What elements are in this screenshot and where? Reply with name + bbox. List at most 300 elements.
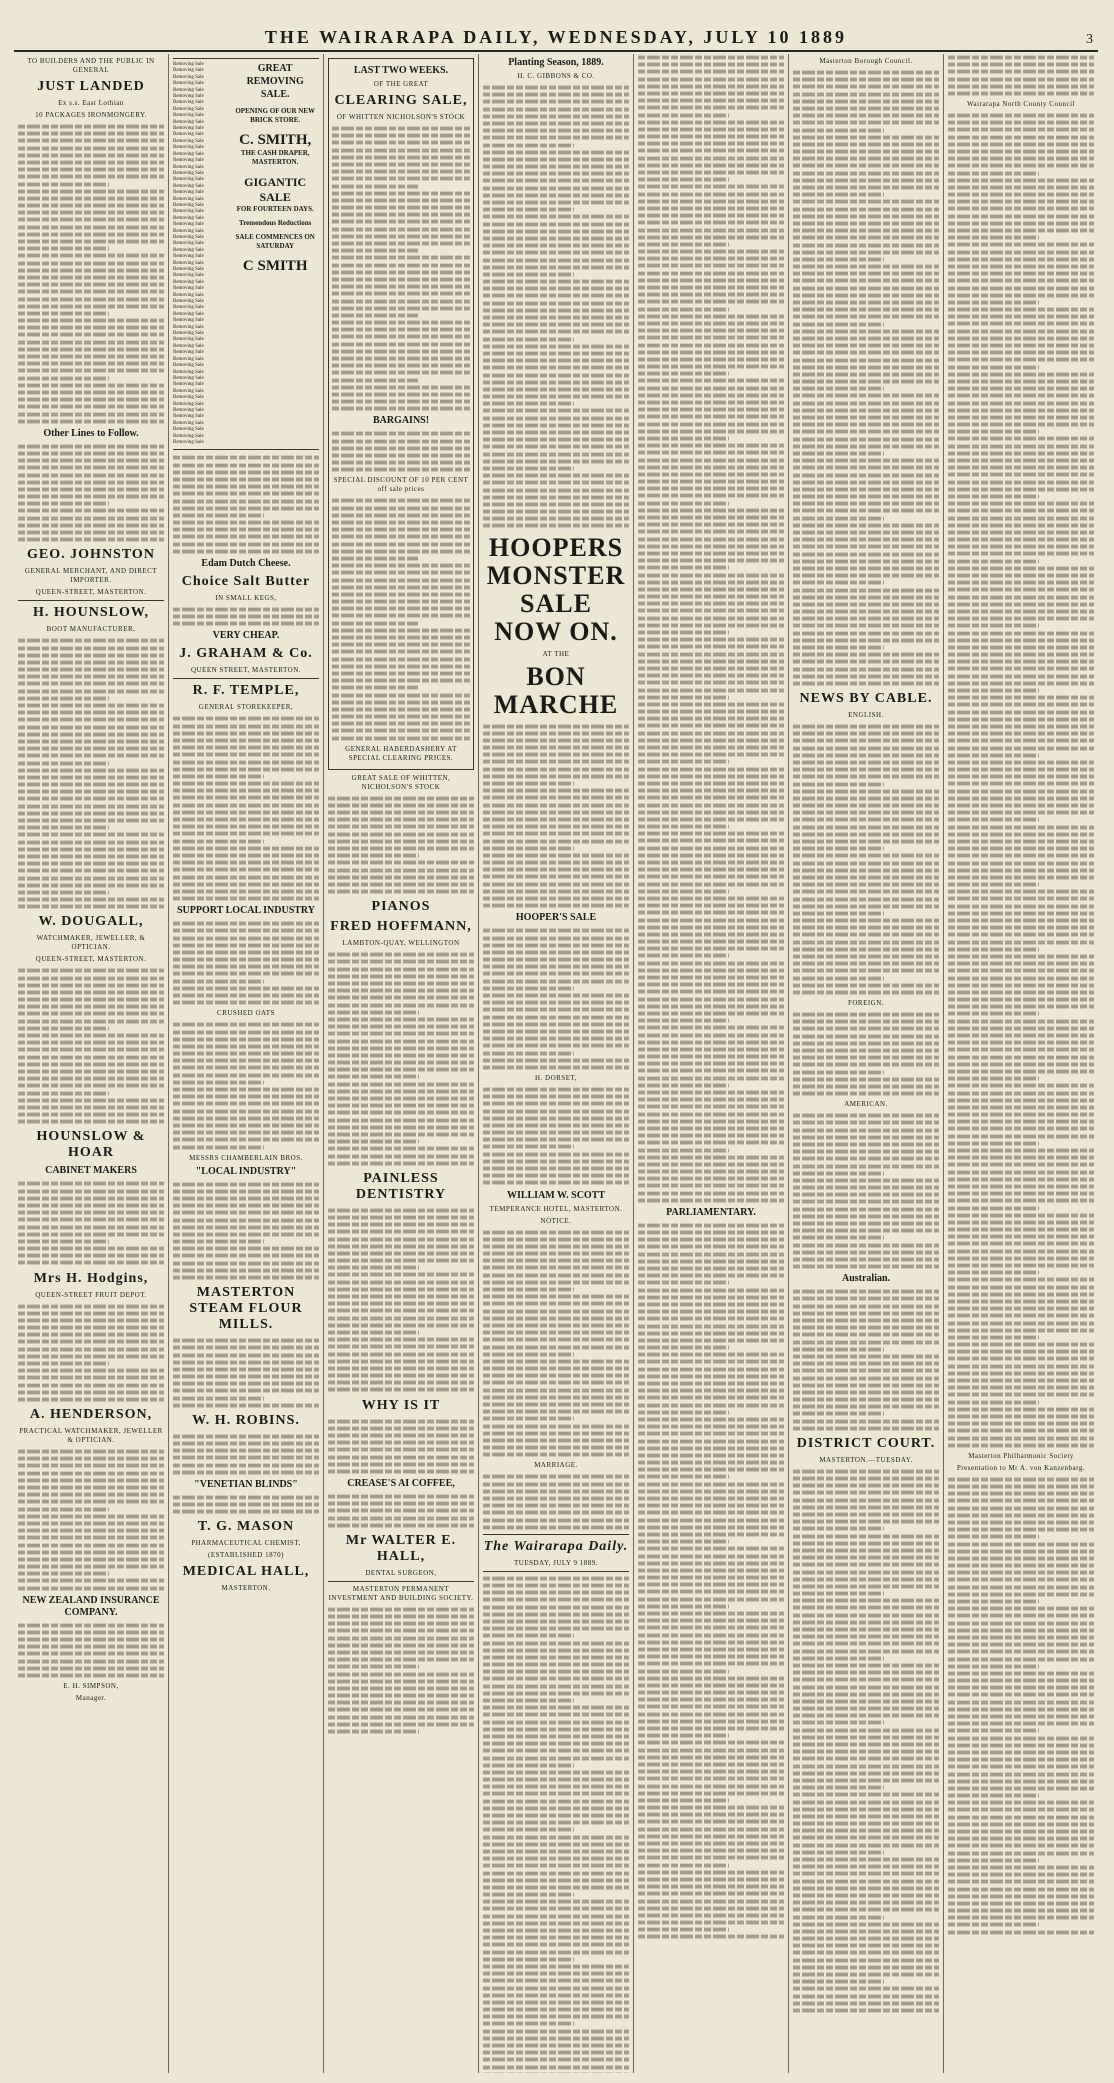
- price-list: [173, 1021, 319, 1150]
- text-line: [948, 1894, 1094, 1898]
- text-line: [18, 139, 164, 143]
- text-line: [332, 378, 418, 382]
- text-line: [793, 1786, 884, 1790]
- text-line: [332, 278, 470, 282]
- text-line: [948, 315, 1094, 319]
- text-line: [948, 121, 1094, 125]
- text-line: [638, 839, 784, 843]
- text-line: [793, 1426, 939, 1430]
- column-5: [634, 54, 789, 2073]
- text-line: [948, 1535, 1039, 1539]
- text-line: [18, 1120, 164, 1124]
- text-line: [18, 333, 164, 337]
- removing-sale-label: Removing Sale: [173, 420, 204, 426]
- scott: WILLIAM W. SCOTT: [506, 1189, 606, 1201]
- text-line: [173, 818, 319, 822]
- text-line: [948, 1170, 1094, 1174]
- text-line: [483, 122, 629, 126]
- text-line: [948, 171, 1039, 175]
- text-line: [638, 1533, 784, 1537]
- text-line: [483, 193, 629, 197]
- text-line: [18, 247, 109, 251]
- text-line: [328, 1302, 474, 1306]
- text-line: [18, 1019, 164, 1023]
- text-line: [793, 1707, 939, 1711]
- text-line: [793, 983, 939, 987]
- fred-hoffmann: FRED HOFFMANN,: [330, 919, 472, 935]
- text-line: [483, 2072, 629, 2073]
- removing-sale-label: Removing Sale: [173, 62, 204, 67]
- text-line: [638, 1040, 784, 1044]
- text-line: [328, 1502, 474, 1506]
- text-line: [173, 951, 319, 955]
- text-line: [948, 1256, 1094, 1260]
- text-line: [328, 1223, 474, 1227]
- at-the: AT THE: [542, 649, 570, 658]
- text-line: [948, 1328, 1094, 1332]
- text-line: [173, 1066, 319, 1070]
- text-line: [638, 1062, 784, 1066]
- text-line: [948, 1528, 1094, 1532]
- text-line: [483, 1252, 629, 1256]
- text-line: [948, 401, 1094, 405]
- text-line: [18, 1304, 164, 1308]
- text-line: [483, 796, 629, 800]
- text-line: [638, 142, 784, 146]
- text-line: [948, 1206, 1039, 1210]
- text-line: [328, 1216, 474, 1220]
- text-line: [948, 897, 1094, 901]
- text-line: [638, 1339, 784, 1343]
- text-line: [332, 191, 470, 195]
- last-two-weeks: LAST TWO WEEKS.: [353, 65, 449, 76]
- text-line: [173, 994, 319, 998]
- text-line: [483, 1929, 629, 1933]
- great-removing-sale: GREAT REMOVING SALE.: [246, 63, 304, 100]
- text-line: [948, 1228, 1094, 1232]
- text-line: [328, 1046, 474, 1050]
- text-line: [793, 416, 939, 420]
- text-line: [793, 322, 884, 326]
- text-line: [638, 1198, 784, 1202]
- text-line: [638, 968, 784, 972]
- text-line: [638, 817, 784, 821]
- text-line: [483, 1453, 629, 1457]
- text-line: [483, 760, 629, 764]
- text-line: [332, 513, 470, 517]
- text-line: [638, 1184, 784, 1188]
- text-line: [948, 545, 1094, 549]
- text-line: [793, 1635, 939, 1639]
- butter-kegs: IN SMALL KEGS,: [215, 593, 277, 602]
- text-line: [793, 150, 939, 154]
- text-line: [328, 1287, 474, 1291]
- text-line: [638, 990, 784, 994]
- text-line: [173, 897, 319, 901]
- text-line: [793, 1258, 939, 1262]
- text-line: [638, 458, 784, 462]
- text-line: [948, 487, 1094, 491]
- text-line: [483, 1749, 629, 1753]
- text-line: [18, 983, 164, 987]
- text-line: [948, 1084, 1094, 1088]
- text-line: [173, 943, 319, 947]
- text-line: [638, 875, 784, 879]
- text-line: [483, 1124, 629, 1128]
- text-line: [948, 1628, 1094, 1632]
- text-line: [328, 1003, 474, 1007]
- text-line: [948, 782, 1094, 786]
- text-line: [948, 1415, 1094, 1419]
- text-line: [173, 1059, 319, 1063]
- removing-sale-label: Removing Sale: [173, 119, 204, 125]
- text-line: [793, 1649, 939, 1653]
- temple: R. F. TEMPLE,: [192, 683, 300, 699]
- text-line: [793, 897, 939, 901]
- text-line: [793, 1793, 939, 1797]
- text-line: [483, 1475, 629, 1479]
- text-line: [18, 369, 164, 373]
- text-line: [793, 552, 939, 556]
- text-line: [793, 789, 939, 793]
- text-line: [793, 940, 939, 944]
- removing-sale-label: Removing Sale: [173, 138, 204, 144]
- text-line: [483, 965, 629, 969]
- text-line: [793, 1376, 939, 1380]
- text-line: [173, 753, 319, 757]
- text-line: [173, 1145, 264, 1149]
- text-line: [483, 882, 629, 886]
- text-line: [483, 1914, 629, 1918]
- text-line: [328, 796, 474, 800]
- text-line: [638, 185, 784, 189]
- text-line: [793, 1297, 939, 1301]
- text-line: [18, 419, 164, 423]
- bon-marche-text: [483, 723, 629, 910]
- text-line: [328, 1441, 474, 1445]
- text-line: [638, 1791, 784, 1795]
- text-line: [483, 459, 629, 463]
- news-by-cable: NEWS BY CABLE.: [799, 691, 933, 707]
- text-line: [793, 1858, 939, 1862]
- text-line: [793, 955, 939, 959]
- text-line: [483, 1756, 629, 1760]
- text-line: [173, 1138, 319, 1142]
- text-line: [483, 1835, 629, 1839]
- text-line: [793, 1164, 939, 1168]
- text-line: [793, 682, 939, 686]
- ad-hounslow-text: [18, 637, 164, 910]
- text-line: [638, 1105, 784, 1109]
- text-line: [173, 478, 319, 482]
- text-line: [18, 1261, 164, 1265]
- text-line: [638, 1576, 784, 1580]
- text-line: [793, 178, 939, 182]
- text-line: [948, 1887, 1094, 1891]
- text-line: [948, 214, 1094, 218]
- gibbons-text: [483, 84, 629, 530]
- text-line: [332, 585, 470, 589]
- text-line: [483, 1288, 574, 1292]
- parliamentary-text: [638, 1222, 784, 1941]
- text-line: [638, 1870, 784, 1874]
- text-line: [18, 1623, 164, 1627]
- text-line: [18, 319, 164, 323]
- text-line: [793, 947, 939, 951]
- text-line: [483, 352, 629, 356]
- text-line: [948, 1844, 1094, 1848]
- text-line: [483, 1446, 629, 1450]
- whitten-text: [328, 795, 474, 896]
- text-line: [18, 1091, 109, 1095]
- text-line: [328, 1388, 474, 1392]
- text-line: [332, 242, 470, 246]
- text-line: [483, 767, 629, 771]
- text-line: [173, 1189, 319, 1193]
- text-line: [332, 468, 470, 472]
- county-council: Wairarapa North County Council: [967, 100, 1075, 109]
- australian-heading: Australian.: [841, 1273, 891, 1285]
- text-line: [948, 1436, 1094, 1440]
- text-line: [332, 148, 470, 152]
- text-line: [483, 143, 574, 147]
- text-line: [638, 1842, 784, 1846]
- text-line: [483, 524, 629, 528]
- text-line: [18, 1254, 164, 1258]
- text-line: [793, 1865, 939, 1869]
- text-line: [793, 660, 939, 664]
- marriage: MARRIAGE.: [534, 1461, 578, 1470]
- text-line: [18, 204, 164, 208]
- text-line: [793, 1714, 939, 1718]
- text-line: [638, 415, 784, 419]
- district-court: DISTRICT COURT.: [796, 1435, 936, 1451]
- text-line: [948, 408, 1094, 412]
- text-line: [18, 531, 164, 535]
- crushed-oats: CRUSHED OATS: [217, 1009, 275, 1018]
- text-line: [483, 868, 629, 872]
- text-line: [483, 467, 574, 471]
- text-line: [638, 1684, 784, 1688]
- text-line: [948, 63, 1094, 67]
- county-council-text: [948, 112, 1094, 1449]
- text-line: [793, 545, 939, 549]
- presentation: Presentation to Mr A. von Kanzenbarg.: [956, 1463, 1086, 1472]
- text-line: [793, 782, 884, 786]
- text-line: [483, 1388, 629, 1392]
- text-line: [328, 847, 474, 851]
- text-line: [173, 825, 319, 829]
- text-line: [483, 1116, 629, 1120]
- text-line: [638, 372, 729, 376]
- text-line: [18, 1106, 164, 1110]
- text-line: [332, 700, 470, 704]
- text-line: [948, 667, 1094, 671]
- text-line: [948, 1321, 1094, 1325]
- text-line: [793, 1186, 939, 1190]
- removing-sale-label: Removing Sale: [173, 222, 204, 228]
- text-line: [638, 1662, 784, 1666]
- text-line: [18, 1326, 164, 1330]
- text-line: [173, 1261, 319, 1265]
- text-line: [18, 225, 164, 229]
- text-line: [483, 1359, 629, 1363]
- text-line: [793, 408, 939, 412]
- text-line: [173, 739, 319, 743]
- blinds-text: [173, 1494, 319, 1515]
- text-line: [483, 1102, 629, 1106]
- text-line: [948, 1578, 1094, 1582]
- text-line: [483, 1677, 629, 1681]
- text-line: [793, 538, 939, 542]
- text-line: [948, 1801, 1094, 1805]
- text-line: [173, 1088, 319, 1092]
- text-line: [328, 1701, 474, 1705]
- text-line: [793, 157, 939, 161]
- text-line: [328, 1316, 474, 1320]
- text-line: [793, 725, 939, 729]
- text-line: [948, 1643, 1094, 1647]
- text-line: [638, 1777, 784, 1781]
- text-line: [793, 1642, 939, 1646]
- text-line: [638, 825, 729, 829]
- text-line: [328, 1708, 474, 1712]
- ad-hounslow-sub: BOOT MANUFACTURER,: [46, 625, 136, 634]
- removing-sale-label: Removing Sale: [173, 369, 204, 375]
- text-line: [793, 1750, 939, 1754]
- text-line: [328, 1111, 474, 1115]
- text-line: [638, 1640, 784, 1644]
- text-line: [638, 271, 784, 275]
- text-line: [793, 1692, 939, 1696]
- text-line: [638, 163, 784, 167]
- text-line: [948, 1607, 1094, 1611]
- bacon-cheese-text: [173, 454, 319, 555]
- text-line: [948, 768, 1094, 772]
- text-line: [332, 306, 470, 310]
- text-line: [793, 250, 939, 254]
- text-line: [18, 1113, 164, 1117]
- text-line: [948, 1571, 1094, 1575]
- text-line: [638, 1892, 784, 1896]
- text-line: [638, 1360, 784, 1364]
- text-line: [638, 1669, 729, 1673]
- text-line: [638, 702, 784, 706]
- text-line: [173, 731, 319, 735]
- text-line: [18, 790, 164, 794]
- dorset-text: [483, 1086, 629, 1187]
- text-line: [638, 1245, 784, 1249]
- text-line: [483, 150, 629, 154]
- text-line: [638, 63, 784, 67]
- text-line: [328, 1374, 474, 1378]
- text-line: [638, 767, 784, 771]
- bargains: BARGAINS!: [372, 415, 430, 427]
- text-line: [483, 739, 629, 743]
- text-line: [638, 314, 784, 318]
- removing-sale-label: Removing Sale: [173, 158, 204, 164]
- text-line: [793, 236, 939, 240]
- text-line: [948, 1221, 1094, 1225]
- text-line: [173, 868, 319, 872]
- text-line: [18, 326, 164, 330]
- text-line: [793, 1850, 884, 1854]
- text-line: [638, 1155, 784, 1159]
- text-line: [793, 78, 939, 82]
- text-line: [328, 1367, 474, 1371]
- text-line: [483, 1051, 574, 1055]
- text-line: [793, 502, 939, 506]
- text-line: [948, 114, 1094, 118]
- text-line: [483, 1152, 629, 1156]
- text-line: [638, 1755, 784, 1759]
- text-line: [173, 1396, 264, 1400]
- text-line: [483, 1806, 629, 1810]
- robins: W. H. ROBINS.: [192, 1412, 300, 1428]
- text-line: [793, 588, 939, 592]
- text-line: [793, 797, 939, 801]
- text-line: [948, 358, 1094, 362]
- text-line: [793, 1498, 939, 1502]
- removing-sale-label: Removing Sale: [173, 170, 204, 176]
- daily-title: The Wairarapa Daily.: [483, 1538, 629, 1554]
- text-line: [483, 1095, 629, 1099]
- text-line: [948, 84, 1094, 88]
- text-line: [793, 595, 939, 599]
- text-line: [173, 1240, 264, 1244]
- text-line: [793, 832, 939, 836]
- text-line: [793, 1779, 939, 1783]
- text-line: [18, 1478, 164, 1482]
- text-line: [793, 739, 939, 743]
- text-line: [793, 847, 884, 851]
- text-line: [793, 135, 939, 139]
- text-line: [948, 1585, 1094, 1589]
- text-line: [948, 962, 1094, 966]
- text-line: [793, 1980, 884, 1984]
- text-line: [793, 1987, 939, 1991]
- text-line: [793, 200, 939, 204]
- text-line: [948, 789, 1094, 793]
- text-line: [793, 430, 939, 434]
- text-line: [948, 207, 1094, 211]
- text-line: [638, 1224, 784, 1228]
- text-line: [18, 732, 164, 736]
- text-line: [332, 657, 470, 661]
- text-line: [328, 1089, 474, 1093]
- text-line: [483, 1763, 574, 1767]
- text-line: [18, 976, 164, 980]
- text-line: [948, 250, 1094, 254]
- text-line: [638, 710, 784, 714]
- text-line: [793, 775, 939, 779]
- text-line: [793, 531, 939, 535]
- text-line: [793, 868, 939, 872]
- text-line: [638, 1597, 784, 1601]
- text-line: [948, 344, 1094, 348]
- text-line: [328, 861, 474, 865]
- text-line: [483, 1338, 629, 1342]
- text-line: [483, 1742, 629, 1746]
- text-line: [18, 711, 164, 715]
- text-line: [948, 265, 1094, 269]
- text-line: [483, 1273, 629, 1277]
- text-line: [483, 1280, 629, 1284]
- text-line: [948, 976, 1094, 980]
- text-line: [483, 789, 629, 793]
- text-line: [173, 839, 264, 843]
- text-line: [173, 1346, 319, 1350]
